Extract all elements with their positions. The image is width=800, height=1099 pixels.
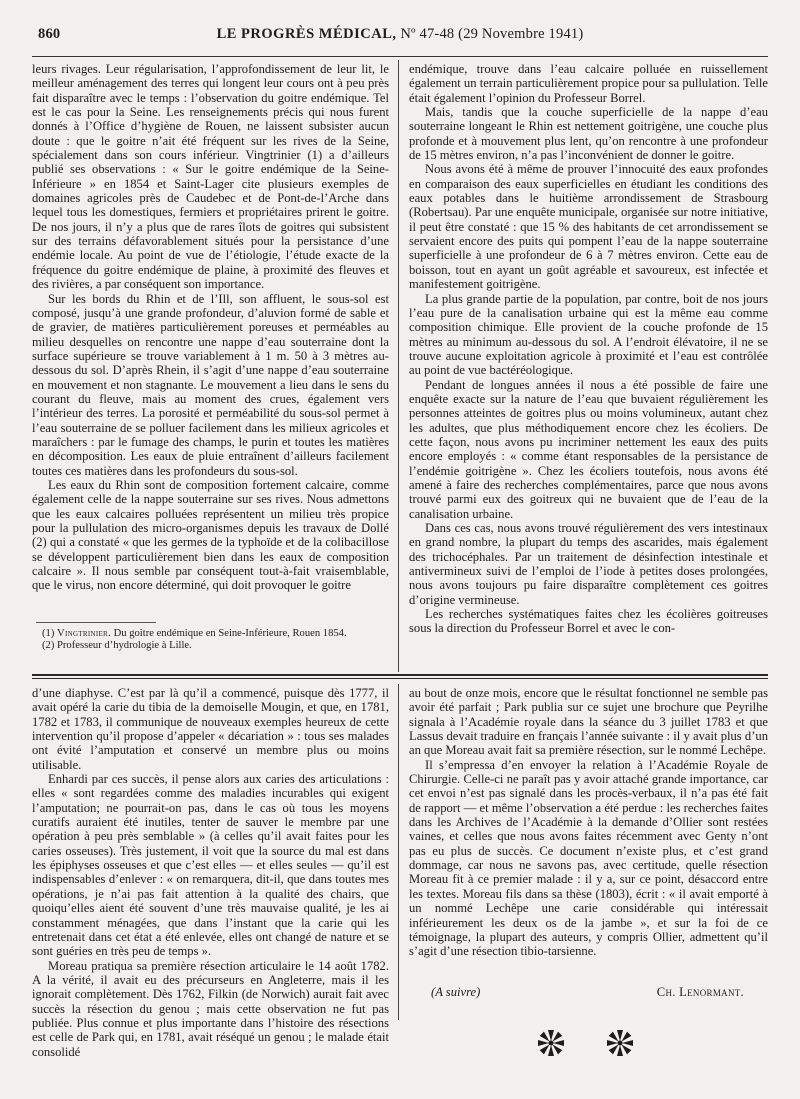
signature-line [409, 985, 768, 1001]
paragraph: Dans ces cas, nous avons trouvé régulièrement des vers intestinaux en grand nombre, la plupart du temps des ascarides, mais également des trichocéphales. Par un traitement de désinfection intestinale et antivermineux suivi de l’emploi de l’iode à petites doses prolongées, nous avons toujours pu faire disparaître complètement ces goitres d’origine vermineuse. [409, 521, 768, 607]
running-header [38, 26, 762, 48]
to-be-continued: (A suivre) [431, 985, 481, 999]
page-number: 860 [38, 26, 61, 42]
paragraph: au bout de onze mois, encore que le résultat fonctionnel ne semble pas avoir été parfait ; Park publia sur ce sujet une brochure que Peyrilhe signala à l’Académie royale dans la séance du 3 juillet 1783 et que Lassus devait traduire en français l’année suivante : il y avait plus d’un an que Moreau avait fait sa première résection, sur le nommé Lechêpe. [409, 686, 768, 758]
paragraph: Mais, tandis que la couche superficielle de la nappe d’eau souterraine longeant le Rhin est nettement goitrigène, une couche plus profonde et à mouvement plus lent, qu’on rencontre à une profondeur de 15 mètres environ, n’a pas l’inconvénient de donner le goitre. [409, 105, 768, 163]
paragraph: La plus grande partie de la population, par contre, boit de nos jours l’eau pure de la canalisation urbaine qui est la même eau comme composition chimique. Elle provient de la couche profonde de 15 mètres au minimum au-dessous du sol. A l’endroit élévatoire, il ne se trouve aucune exploitation agricole à proximité et l’eau est contrôlée au point de vue bactéréologique. [409, 291, 768, 378]
paragraph: Les recherches systématiques faites chez les écolières goitreuses sous la direction du Professeur Borrel et avec le con- [409, 607, 768, 636]
paragraph: Moreau pratiqua sa première résection articulaire le 14 août 1782. A la vérité, il avait eu des précurseurs en Angleterre, mais il les ignorait complètement. Dès 1762, Filkin (de Norwich) aurait fait avec succès la résection du genou ; mais cette observation ne fut pas publiée. Plus connue et plus importante dans l’histoire des résections est celle de Park qui, en 1781, avait réséqué un genou ; le malade était consolidé [32, 958, 389, 1059]
article2-column-right [409, 686, 768, 959]
paragraph: leurs rivages. Leur régularisation, l’approfondissement de leur lit, le meilleur aménagement des terres qui longent leur cours ont à peu près fait disparaître avec le temps : l’observation du goitre endémique. Tel est le cas pour la Seine. Les renseignements précis qui nous furent donnés à l’Office d’hygiène de Rouen, ne laissent subsister aucun doute : que le goitre n’ait été fréquent sur les rives de la Seine, spécialement dans son cours inférieur. Vingtrinier (1) a d’ailleurs publié ses observations : « Sur le goitre endémique de la Seine-Inférieure » en 1854 et Saint-Lager cite plusieurs exemples de domaines agricoles près de Caudebec et de Pont-de-l’Arche dans lequel tous les domestiques, fermiers et propriétaires prirent le goitre. De nos jours, il n’y a plus que de rares îlots de goitres qui subsistent sur des terrains défavorablement situés pour la persistance d’une endémie locale. Au point de vue de l’étiologie, l’étude exacte de la fréquence du goitre endémique de plaine, à proximité des fleuves et des rivières, a par conséquent son importance. [32, 62, 389, 292]
journal-name: LE PROGRÈS MÉDICAL, [216, 26, 397, 42]
footnote-author: Vingtrinier. [57, 628, 111, 639]
column-divider [398, 60, 399, 672]
footnote-2: (2) Professeur d’hydrologie à Lille. [42, 640, 192, 652]
paragraph: Pendant de longues années il nous a été possible de faire une enquête exacte sur la nature de l’eau que buvaient régulièrement les personnes atteintes de goitres plus ou moins volumineux, autant chez les adultes, que plus méthodiquement encore chez les écoliers. De cette façon, nous avons pu incriminer nettement les eaux des puits encore employés : « comme étant responsables de la persistance de l’endémie goitrigène ». Chez les écoliers toutefois, nous avons été amené à faire des recherches complémentaires, parce que nous avons trouvé parmi eux des goitreux qui ne buvaient que de l’eau de la canalisation urbaine. [409, 377, 768, 521]
ornament-icon [536, 1028, 566, 1058]
paragraph: Il s’empressa d’en envoyer la relation à l’Académie Royale de Chirurgie. Celle-ci ne paraît pas y avoir attaché grande importance, car cet envoi n’est pas signalé dans les procès-verbaux, il n’a pas été fait de rapport — et même l’observation a été perdue : les recherches faites dans les Archives de l’Académie à la demande d’Ollier sont restées vaines, et celles que nous avons faites récemment avec Genty n’ont pas eu plus de succès. Ce document n’existe plus, et c’est grand dommage, car nous ne savons pas, avec certitude, quelle résection Moreau fit à ce premier malade : il y a, sur ce point, désaccord entre les textes. Moreau fils dans sa thèse (1803), écrit : « il avait emporté à un nommé Lechêpe une carie considérable qui intéressait inférieurement les deux os de la jambe », et sur la foi de ce témoignage, la plupart des auteurs, y compris Ollier, admettent qu’il s’agit d’une résection tibio-tarsienne. [409, 757, 768, 959]
paragraph: Sur les bords du Rhin et de l’Ill, son affluent, le sous-sol est composé, jusqu’à une grande profondeur, d’aluvion formé de sable et de gravier, de matières particulièrement poreuses et perméables au milieu desquelles on rencontre une nappe d’eau souterraine dont la surface supérieure se trouve variablement à 1 m. 50 à 3 mètres au-dessous du sol. D’après Rhein, il s’agit d’une nappe d’eau souterraine en mouvement et non stagnante. Le mouvement a lieu dans le sens du courant du fleuve, mais au moment des crues, également vers l’intérieur des terres. La porosité et perméabilité du sous-sol permet à l’eau souterraine de se polluer facilement dans les milieux agricoles et maraîchers : par le fumage des champs, le purin et toutes les matières en décomposition. Les eaux de pluie entraînent d’ailleurs facilement toutes ces matières dans les profondeurs du sous-sol. [32, 291, 389, 478]
paragraph: d’une diaphyse. C’est par là qu’il a commencé, puisque dès 1777, il avait opéré la carie du tibia de la demoiselle Mougin, et que, en 1781, 1782 et 1783, il communique de nouveaux exemples heureux de cette intervention qu’il propose d’appeler « décariation » : tous ses malades ont évité l’amputation et conservé un membre plus ou moins utilisable. [32, 686, 389, 772]
section-rule-thin [32, 678, 768, 679]
article1-column-right [409, 62, 768, 636]
paragraph: Nous avons été à même de prouver l’innocuité des eaux profondes en comparaison des eaux superficielles en étudiant les conditions des eaux potables dans le huitième arrondissement de Strasbourg (Robertsau). Par une enquête municipale, organisée sur notre initiative, il peut être constaté : que 15 % des habitants de cet arrondissement se servaient encore des puits qui pompent l’eau de la nappe souterraine superficielle à une profondeur de 6 à 7 mètres environ. Cette eau de boisson, tout en ayant un goût agréable et savoureux, est infectée et manifestement goitrigène. [409, 162, 768, 292]
column-divider [398, 684, 399, 1020]
paragraph: Enhardi par ces succès, il pense alors aux caries des articulations : elles « sont regardées comme des maladies incurables qui exigent l’amputation; ne pourrait-on pas, dans le cas où tous les moyens curatifs auraient été inutiles, tenter de sauver le membre par une opération à peu près semblable » (à celles qu’il avait faites pour les caries osseuses). Très justement, il voit que la source du mal est dans les épiphyses osseuses et que c’est elles — et elles seules — qu’il est indispensables d’enlever : « on remarquera, dit-il, que dans toutes mes opérations, je n’ai pas fait attention à la qualité des chairs, que quoiqu’elles aient été souvent d’une très mauvaise qualité, je les ai constamment ménagées, que dans l’instant que la carie qui les entretenait dans cet état a été enlevée, elles ont changé de nature et se sont guéries en très peu de temps ». [32, 772, 389, 959]
footnote-separator [36, 622, 156, 623]
article1-column-left [32, 62, 389, 593]
paragraph: Les eaux du Rhin sont de composition fortement calcaire, comme également celle de la nappe souterraine sur ses rives. Nous admettons que les eaux calcaires polluées représentent un milieu très propice pour la pullulation des micro-organismes depuis les travaux de Dollé (2) qui a constaté « que les germes de la typhoïde et de la colibacillose se développent particulièrement bien dans les eaux de composition calcaire ». Il nous semble par conséquent tout-à-fait vraisemblable, que le virus, non encore déterminé, qui doit provoquer le goitre [32, 477, 389, 593]
author-signature: Ch. Lenormant. [656, 985, 744, 999]
footnotes [32, 628, 389, 653]
section-rule-thick [32, 674, 768, 676]
journal-title [38, 26, 762, 43]
header-rule [32, 56, 768, 57]
footnote-1: (1) Vingtrinier. Du goitre endémique en Seine-Inférieure, Rouen 1854. [42, 628, 347, 639]
article2-column-left [32, 686, 389, 1059]
ornament-icon [605, 1028, 635, 1058]
paragraph: endémique, trouve dans l’eau calcaire polluée en ruissellement également un terrain particulièrement propice pour sa pullulation. Telle était également l’opinion du Professeur Borrel. [409, 62, 768, 105]
issue-info: Nº 47-48 (29 Novembre 1941) [400, 26, 584, 42]
